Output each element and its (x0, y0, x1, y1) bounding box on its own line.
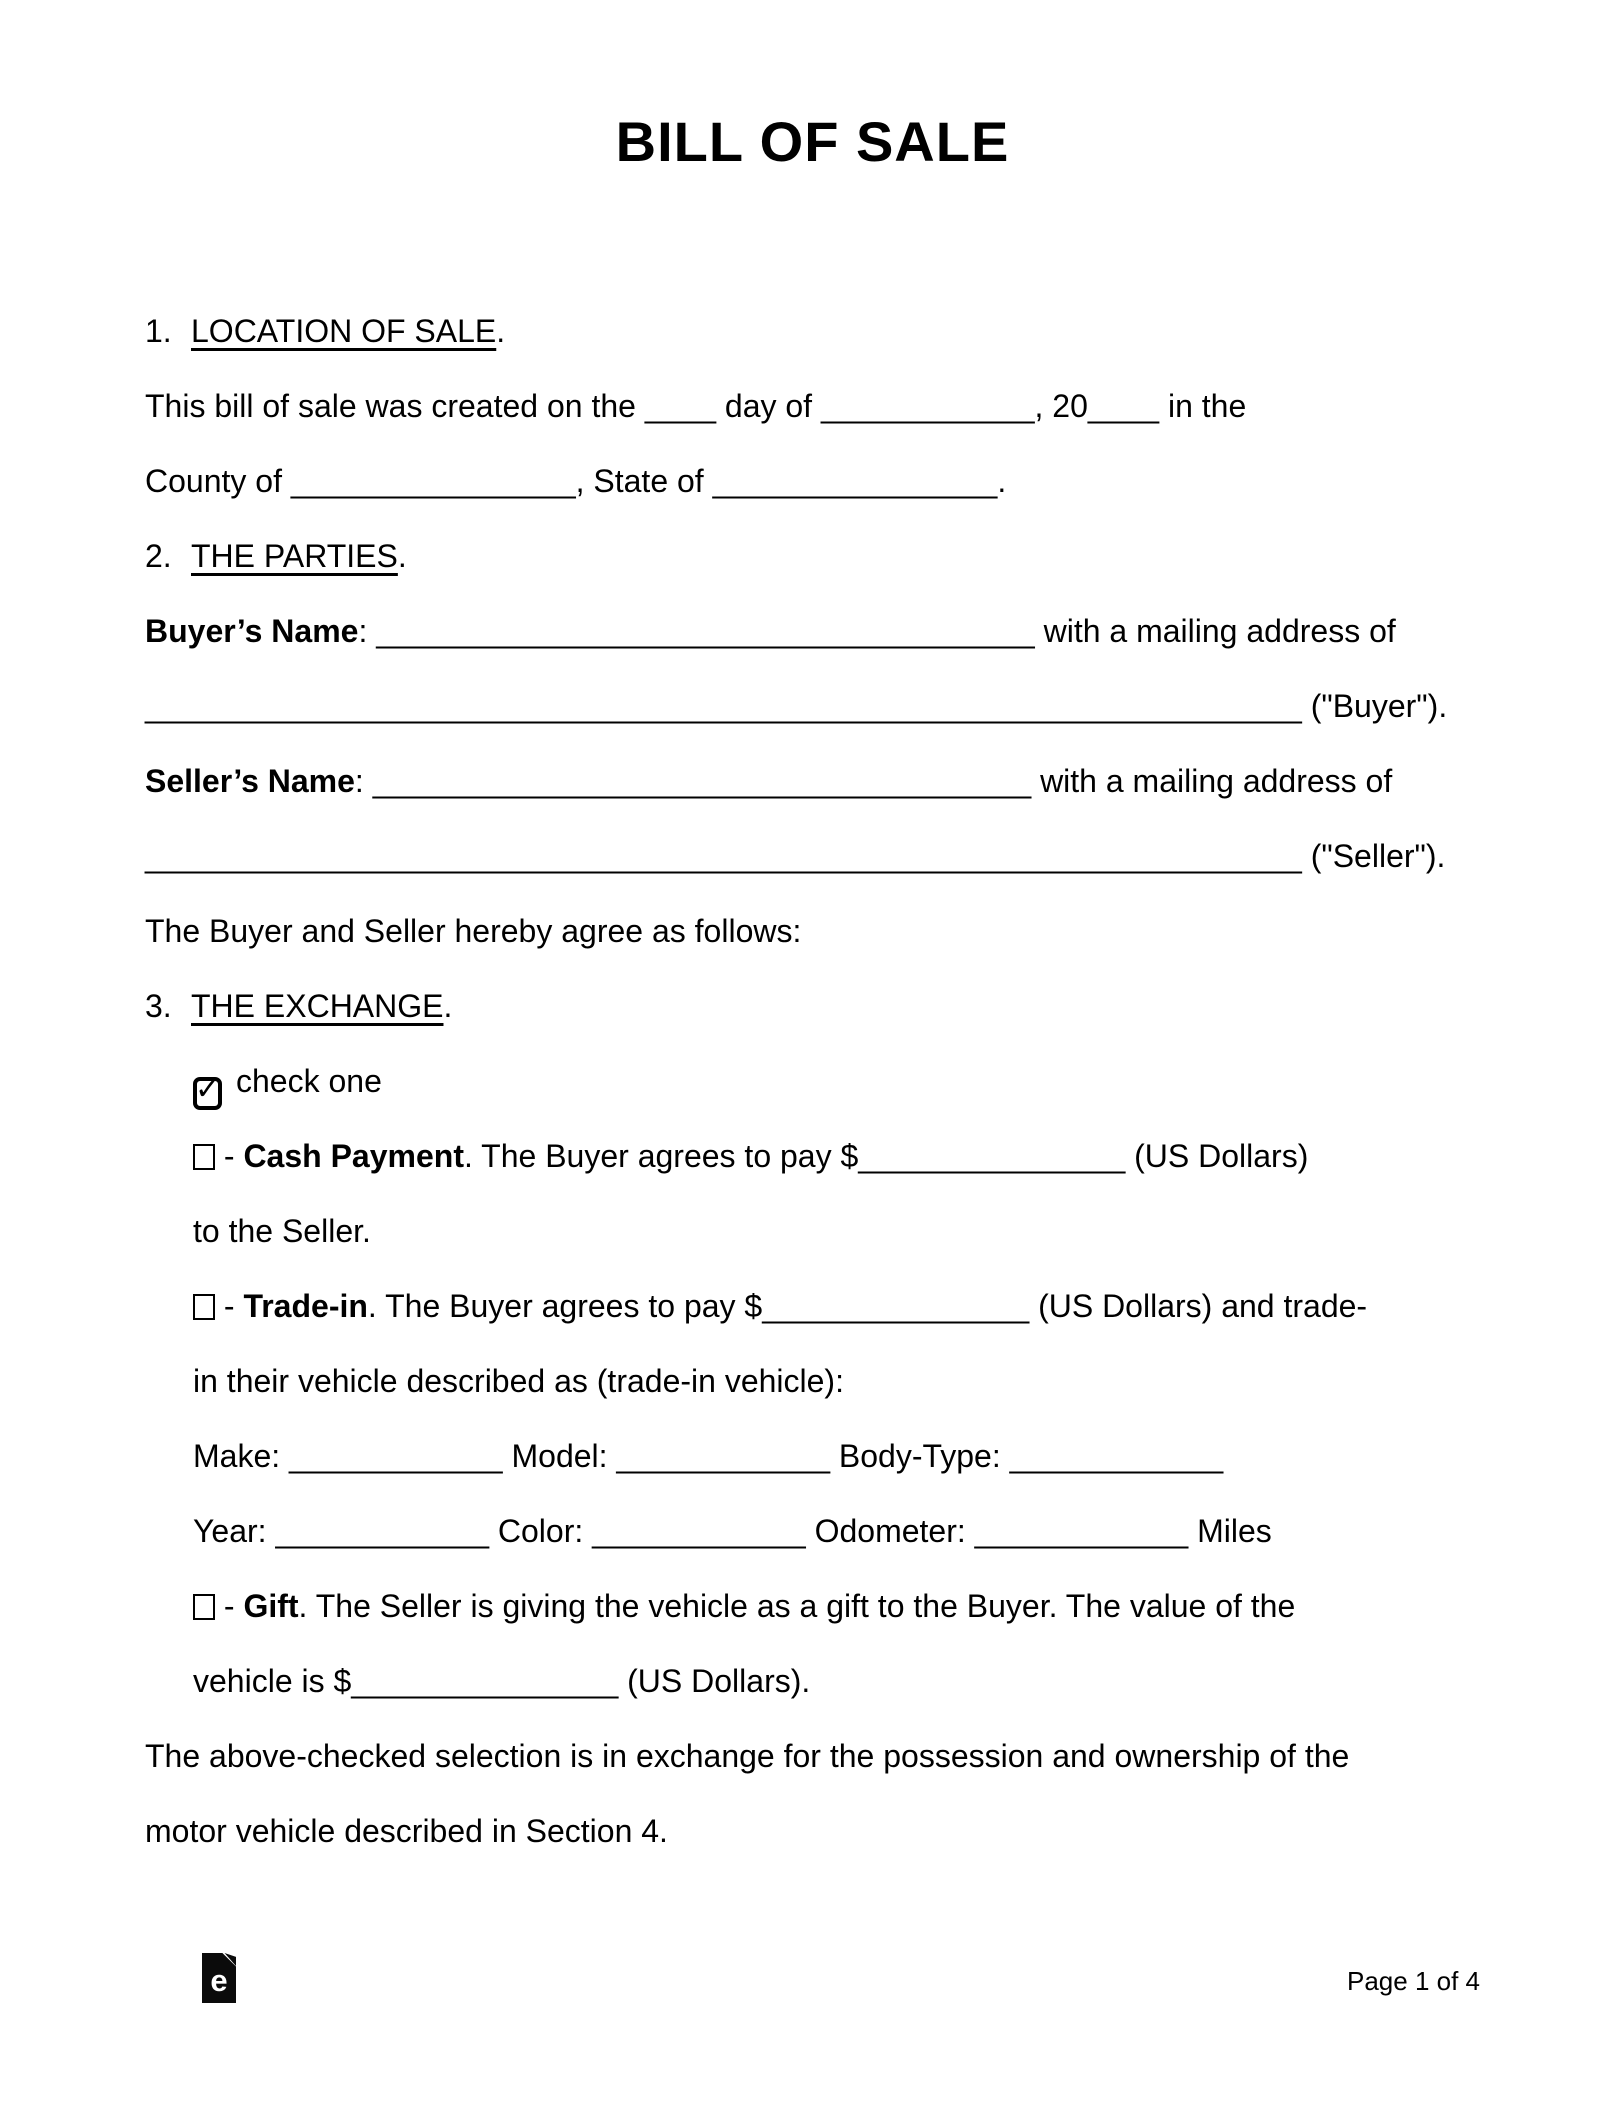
trade-in-line-2: in their vehicle described as (trade-in vehicle): (193, 1363, 844, 1399)
vehicle-year-blank[interactable]: ____________ (275, 1513, 489, 1549)
vehicle-fields-row-1 (145, 1419, 1480, 1494)
buyer-name-blank[interactable]: _____________________________________ (376, 613, 1035, 649)
section-1-heading (145, 294, 1480, 369)
cash-payment-line-2: to the Seller. (193, 1213, 371, 1249)
county-blank[interactable]: ________________ (290, 463, 576, 499)
trade-in-line (145, 1269, 1480, 1344)
model-blank[interactable]: ____________ (616, 1438, 830, 1474)
location-sentence-line-1 (145, 369, 1480, 444)
section-1-heading-period: . (496, 313, 506, 349)
static-text: in the (1159, 388, 1247, 424)
section-1-heading-text: LOCATION OF SALE (191, 313, 497, 349)
static-text: . (997, 463, 1007, 499)
location-sentence-line-2 (145, 444, 1480, 519)
static-text: This bill of sale was created on the (145, 388, 645, 424)
seller-name-line (145, 744, 1480, 819)
static-text: County of (145, 463, 291, 499)
cash-payment-line (145, 1119, 1480, 1194)
logo-letter: e (210, 1963, 228, 1998)
static-text: : (354, 763, 373, 799)
seller-address-blank[interactable]: _________________________________________________________________ (145, 838, 1302, 874)
buyer-name-line (145, 594, 1480, 669)
section-2-heading-period: . (397, 538, 407, 574)
seller-address-line (145, 819, 1480, 894)
sale-month-blank[interactable]: ____________ (820, 388, 1035, 424)
vehicle-fields-row-2 (145, 1494, 1480, 1569)
make-label: Make: (193, 1438, 290, 1474)
odometer-label: Odometer: (805, 1513, 975, 1549)
section-2-heading (145, 519, 1480, 594)
year-label: Year: (193, 1513, 276, 1549)
section-3-number: 3. (145, 988, 172, 1024)
miles-suffix: Miles (1188, 1513, 1272, 1549)
static-text: ("Buyer"). (1301, 688, 1448, 724)
buyer-address-blank[interactable]: _________________________________________________________________ (145, 688, 1302, 724)
seller-name-label: Seller’s Name (145, 763, 355, 799)
static-text: . The Buyer agrees to pay $ (463, 1138, 859, 1174)
section-2-number: 2. (145, 538, 172, 574)
static-text: (US Dollars). (618, 1663, 811, 1699)
body-type-label: Body-Type: (829, 1438, 1010, 1474)
static-text: ("Seller"). (1301, 838, 1446, 874)
page-indicator: Page 1 of 4 (1347, 1966, 1480, 1996)
gift-line-2 (145, 1644, 1480, 1719)
seller-name-blank[interactable]: _____________________________________ (372, 763, 1032, 799)
agreement-intro-line: The Buyer and Seller hereby agree as follows: (145, 913, 802, 949)
static-text: . The Seller is giving the vehicle as a gift to the Buyer. The value of the (298, 1588, 1296, 1624)
static-text: - (215, 1138, 244, 1174)
section-1-number: 1. (145, 313, 172, 349)
static-text: - (215, 1288, 244, 1324)
section-2-heading-text: THE PARTIES (191, 538, 398, 574)
gift-line (145, 1569, 1480, 1644)
body-type-blank[interactable]: ____________ (1009, 1438, 1224, 1474)
sale-day-blank[interactable]: ____ (644, 388, 716, 424)
section-3-heading (145, 969, 1480, 1044)
closing-line-2: motor vehicle described in Section 4. (145, 1813, 668, 1849)
buyer-address-line (145, 669, 1480, 744)
check-one-line (145, 1044, 1480, 1119)
model-label: Model: (502, 1438, 617, 1474)
closing-line-1: The above-checked selection is in exchange for the possession and ownership of the (145, 1738, 1350, 1774)
static-text: , State of (575, 463, 713, 499)
gift-checkbox[interactable] (193, 1594, 215, 1620)
static-text: with a mailing address of (1034, 613, 1396, 649)
make-blank[interactable]: ____________ (289, 1438, 503, 1474)
color-blank[interactable]: ____________ (592, 1513, 806, 1549)
trade-in-checkbox[interactable] (193, 1294, 215, 1320)
static-text: day of (716, 388, 821, 424)
static-text: (US Dollars) and trade- (1029, 1288, 1368, 1324)
cash-amount-blank[interactable]: _______________ (858, 1138, 1126, 1174)
static-text: with a mailing address of (1031, 763, 1393, 799)
gift-value-blank[interactable]: _______________ (351, 1663, 619, 1699)
state-blank[interactable]: ________________ (712, 463, 998, 499)
static-text: - (215, 1588, 244, 1624)
trade-in-label: Trade-in (243, 1288, 368, 1324)
static-text: vehicle is $ (193, 1663, 352, 1699)
check-one-label: check one (236, 1063, 382, 1099)
document-title: BILL OF SALE (615, 110, 1010, 173)
odometer-blank[interactable]: ____________ (974, 1513, 1189, 1549)
eforms-logo (202, 1953, 236, 2003)
gift-label: Gift (243, 1588, 299, 1624)
static-text: (US Dollars) (1125, 1138, 1309, 1174)
buyer-name-label: Buyer’s Name (145, 613, 359, 649)
cash-payment-label: Cash Payment (243, 1138, 464, 1174)
check-one-checkbox[interactable] (193, 1073, 222, 1110)
check-mark-icon: ✓ (194, 1073, 221, 1106)
section-3-heading-text: THE EXCHANGE (191, 988, 444, 1024)
static-text: , 20 (1034, 388, 1088, 424)
static-text: : (358, 613, 377, 649)
color-label: Color: (489, 1513, 593, 1549)
static-text: . The Buyer agrees to pay $ (367, 1288, 763, 1324)
sale-year-blank[interactable]: ____ (1087, 388, 1160, 424)
trade-amount-blank[interactable]: _______________ (762, 1288, 1030, 1324)
cash-payment-checkbox[interactable] (193, 1144, 215, 1170)
section-3-heading-period: . (443, 988, 453, 1024)
